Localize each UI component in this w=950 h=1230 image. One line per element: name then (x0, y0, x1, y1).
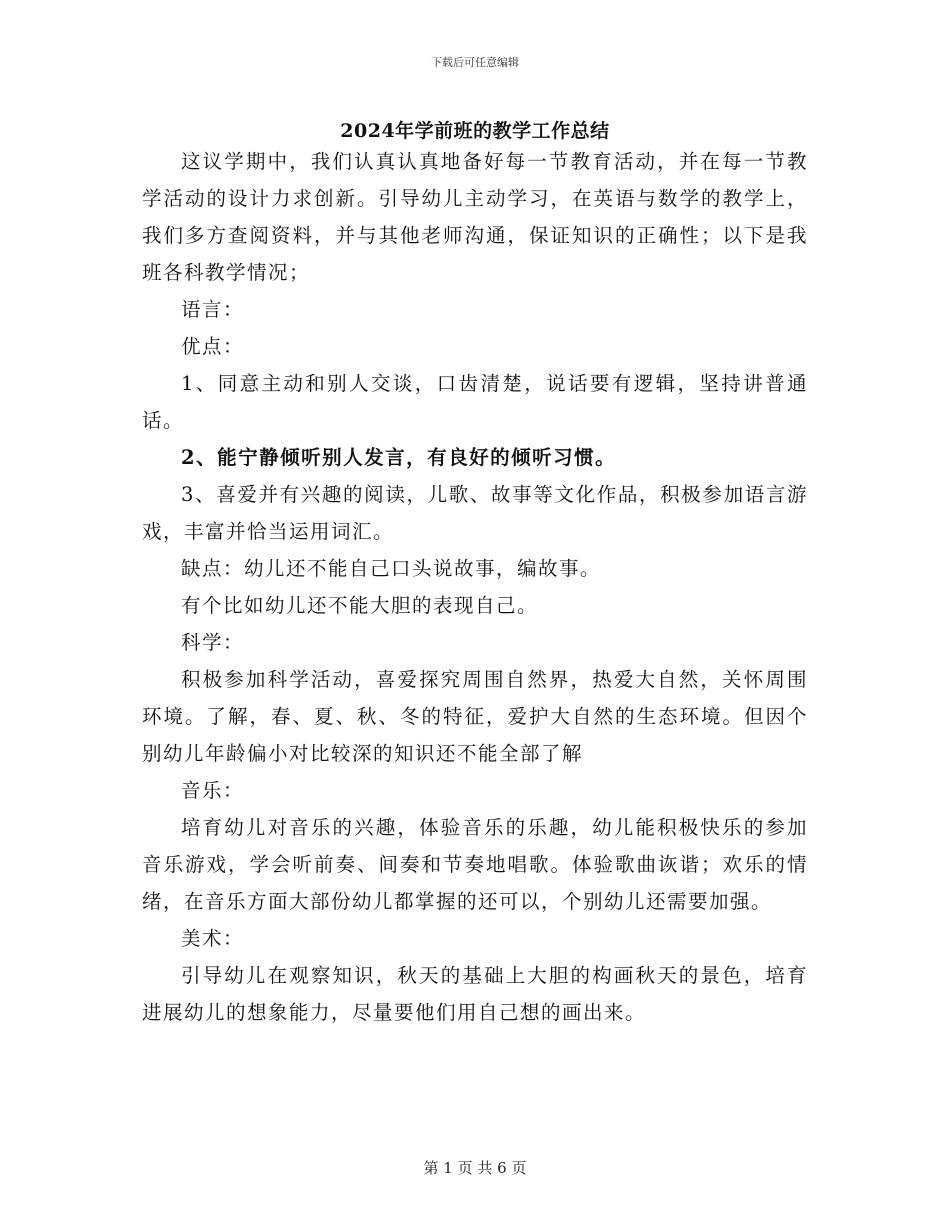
section-heading-science: 科学： (181, 631, 245, 654)
paragraph-science: 积极参加科学活动，喜爱探究周围自然界，热爱大自然，关怀周围环境。了解，春、夏、秋、冬的特征，爱护大自然的生态环境。但因个别幼儿年龄偏小对比较深的知识还不能全部了解 (142, 668, 808, 765)
list-item-strength-3: 3、喜爱并有兴趣的阅读，儿歌、故事等文化作品，积极参加语言游戏，丰富并恰当运用词汇。 (142, 483, 808, 543)
list-item-strength-1: 1、同意主动和别人交谈，口齿清楚，说话要有逻辑，坚持讲普通话。 (142, 372, 808, 432)
download-note-header: 下载后可任意编辑 (431, 56, 519, 69)
paragraph-art: 引导幼儿在观察知识，秋天的基础上大胆的构画秋天的景色，培育进展幼儿的想象能力，尽量要他们用自己想的画出来。 (142, 964, 808, 1024)
paragraph-weaknesses-extra: 有个比如幼儿还不能大胆的表现自己。 (181, 594, 539, 617)
paragraph-weaknesses: 缺点：幼儿还不能自己口头说故事，编故事。 (181, 557, 602, 580)
paragraph-intro: 这议学期中，我们认真认真地备好每一节教育活动，并在每一节教学活动的设计力求创新。引导幼儿主动学习，在英语与数学的教学上，我们多方查阅资料，并与其他老师沟通，保证知识的正确性；以下是我班各科教学情况； (142, 150, 808, 284)
section-heading-art: 美术： (181, 927, 245, 950)
subheading-strengths: 优点： (181, 335, 245, 358)
paragraph-music: 培育幼儿对音乐的兴趣，体验音乐的乐趣，幼儿能积极快乐的参加音乐游戏，学会听前奏、间奏和节奏地唱歌。体验歌曲诙谐；欢乐的情绪，在音乐方面大部份幼儿都掌握的还可以，个别幼儿还需要加强。 (142, 816, 808, 913)
document-title: 2024年学前班的教学工作总结 (340, 120, 610, 142)
document-body (142, 143, 808, 1031)
list-item-strength-2: 2、能宁静倾听别人发言，有良好的倾听习惯。 (181, 446, 617, 469)
section-heading-language: 语言： (181, 298, 245, 321)
section-heading-music: 音乐： (181, 779, 245, 802)
page-number-footer: 第 1 页 共 6 页 (423, 1159, 527, 1177)
